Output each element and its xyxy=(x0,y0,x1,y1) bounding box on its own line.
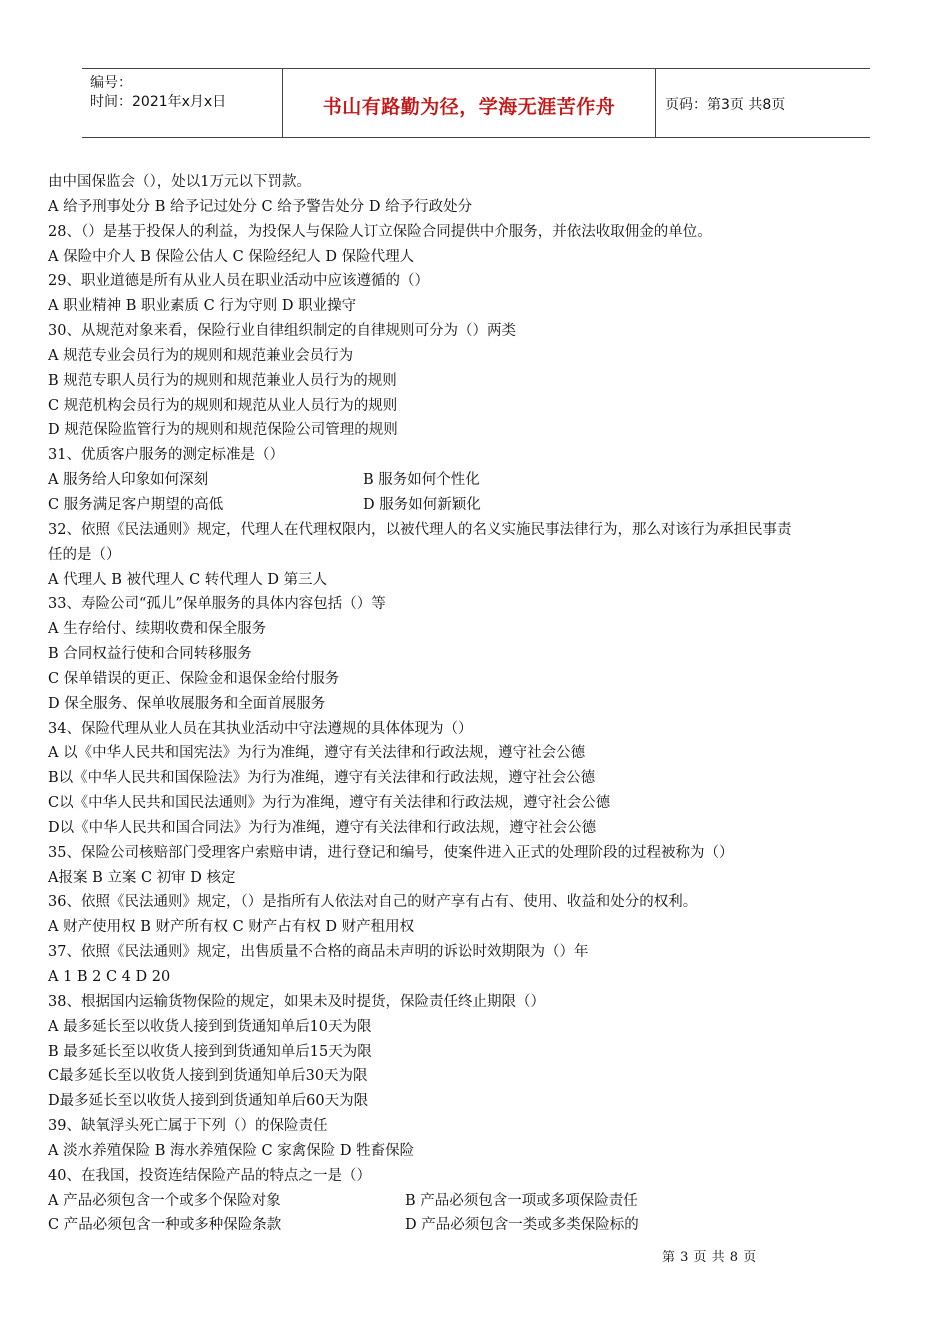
text-line: A 以《中华人民共和国宪法》为行为准绳，遵守有关法律和行政法规，遵守社会公德 xyxy=(48,745,586,762)
text-line: 由中国保监会（），处以1万元以下罚款。 xyxy=(48,174,311,190)
text-line: C 规范机构会员行为的规则和规范从业人员行为的规则 xyxy=(48,397,398,414)
option-row xyxy=(48,493,918,518)
option-c: C 产品必须包含一种或多种保险条款 xyxy=(48,1217,282,1234)
option-b: B 服务如何个性化 xyxy=(363,472,480,489)
option-d: D 产品必须包含一类或多类保险标的 xyxy=(405,1217,639,1234)
text-line: D最多延长至以收货人接到到货通知单后60天为限 xyxy=(48,1093,369,1110)
header-meta-cell xyxy=(82,69,282,137)
text-line: A 职业精神 B 职业素质 C 行为守则 D 职业操守 xyxy=(48,298,357,315)
text-line: A 保险中介人 B 保险公估人 C 保险经纪人 D 保险代理人 xyxy=(48,248,415,265)
text-line: A 规范专业会员行为的规则和规范兼业会员行为 xyxy=(48,347,354,364)
text-line: 34、保险代理从业人员在其执业活动中守法遵规的具体体现为（） xyxy=(48,720,473,737)
option-row xyxy=(48,1213,918,1238)
text-line: A 财产使用权 B 财产所有权 C 财产占有权 D 财产租用权 xyxy=(48,919,415,936)
option-row xyxy=(48,468,918,493)
text-line: C最多延长至以收货人接到到货通知单后30天为限 xyxy=(48,1068,368,1085)
text-line: D 保全服务、保单收展服务和全面首展服务 xyxy=(48,695,326,712)
text-line: 31、优质客户服务的测定标准是（） xyxy=(48,447,284,464)
text-line: A 最多延长至以收货人接到到货通知单后10天为限 xyxy=(48,1018,372,1035)
option-a: A 产品必须包含一个或多个保险对象 xyxy=(48,1192,281,1209)
text-line: C 保单错误的更正、保险金和退保金给付服务 xyxy=(48,670,340,687)
text-line: 28、（）是基于投保人的利益，为投保人与保险人订立保险合同提供中介服务，并依法收取佣金的单位。 xyxy=(48,223,712,240)
text-line: 任的是（） xyxy=(48,546,121,563)
text-line: C以《中华人民共和国民法通则》为行为准绳，遵守有关法律和行政法规，遵守社会公德 xyxy=(48,795,611,812)
text-line: A 代理人 B 被代理人 C 转代理人 D 第三人 xyxy=(48,571,328,588)
text-line: 38、根据国内运输货物保险的规定，如果未及时提货，保险责任终止期限（） xyxy=(48,993,545,1010)
text-line: A 生存给付、续期收费和保全服务 xyxy=(48,621,267,638)
text-line: 29、职业道德是所有从业人员在职业活动中应该遵循的（） xyxy=(48,273,429,290)
question-body xyxy=(48,170,918,1238)
text-line: 30、从规范对象来看，保险行业自律组织制定的自律规则可分为（）两类 xyxy=(48,323,516,340)
header-page-code: 页码：第3页 共8页 xyxy=(665,97,786,113)
page-footer: 第 3 页 共 8 页 xyxy=(662,1250,757,1265)
text-line: A 淡水养殖保险 B 海水养殖保险 C 家禽保险 D 牲畜保险 xyxy=(48,1142,415,1159)
header-motto-cell xyxy=(282,69,656,137)
text-line: 35、保险公司核赔部门受理客户索赔申请，进行登记和编号，使案件进入正式的处理阶段的过程被称为（） xyxy=(48,844,734,861)
document-number-label: 编号： xyxy=(90,75,132,91)
option-b: B 产品必须包含一项或多项保险责任 xyxy=(405,1192,638,1209)
text-line: A 1 B 2 C 4 D 20 xyxy=(48,969,171,985)
text-line: 37、依照《民法通则》规定，出售质量不合格的商品未声明的诉讼时效期限为（）年 xyxy=(48,944,589,961)
text-line: 32、依照《民法通则》规定，代理人在代理权限内，以被代理人的名义实施民事法律行为，那么对该行为承担民事责 xyxy=(48,521,792,538)
option-row xyxy=(48,1189,918,1214)
header-page-cell xyxy=(655,69,870,137)
document-date-label: 时间：2021年x月x日 xyxy=(90,94,227,110)
text-line: A 给予刑事处分 B 给予记过处分 C 给予警告处分 D 给予行政处分 xyxy=(48,198,473,215)
text-line: B 合同权益行使和合同转移服务 xyxy=(48,646,252,663)
text-line: 40、在我国，投资连结保险产品的特点之一是（） xyxy=(48,1167,371,1184)
page-header xyxy=(82,68,870,138)
text-line: D 规范保险监管行为的规则和规范保险公司管理的规则 xyxy=(48,422,398,439)
text-line: 39、缺氧浮头死亡属于下列（）的保险责任 xyxy=(48,1118,328,1135)
text-line: B 最多延长至以收货人接到到货通知单后15天为限 xyxy=(48,1043,372,1060)
header-motto: 书山有路勤为径，学海无涯苦作舟 xyxy=(322,96,616,118)
option-a: A 服务给人印象如何深刻 xyxy=(48,472,209,489)
text-line: B 规范专职人员行为的规则和规范兼业人员行为的规则 xyxy=(48,372,397,389)
option-c: C 服务满足客户期望的高低 xyxy=(48,496,224,513)
option-d: D 服务如何新颖化 xyxy=(363,496,481,513)
text-line: 36、依照《民法通则》规定，（）是指所有人依法对自己的财产享有占有、使用、收益和处分的权利。 xyxy=(48,894,698,911)
text-line: D以《中华人民共和国合同法》为行为准绳，遵守有关法律和行政法规，遵守社会公德 xyxy=(48,819,597,836)
text-line: 33、寿险公司“孤儿”保单服务的具体内容包括（）等 xyxy=(48,596,386,613)
text-line: A报案 B 立案 C 初审 D 核定 xyxy=(48,869,236,886)
text-line: B以《中华人民共和国保险法》为行为准绳，遵守有关法律和行政法规，遵守社会公德 xyxy=(48,770,596,787)
